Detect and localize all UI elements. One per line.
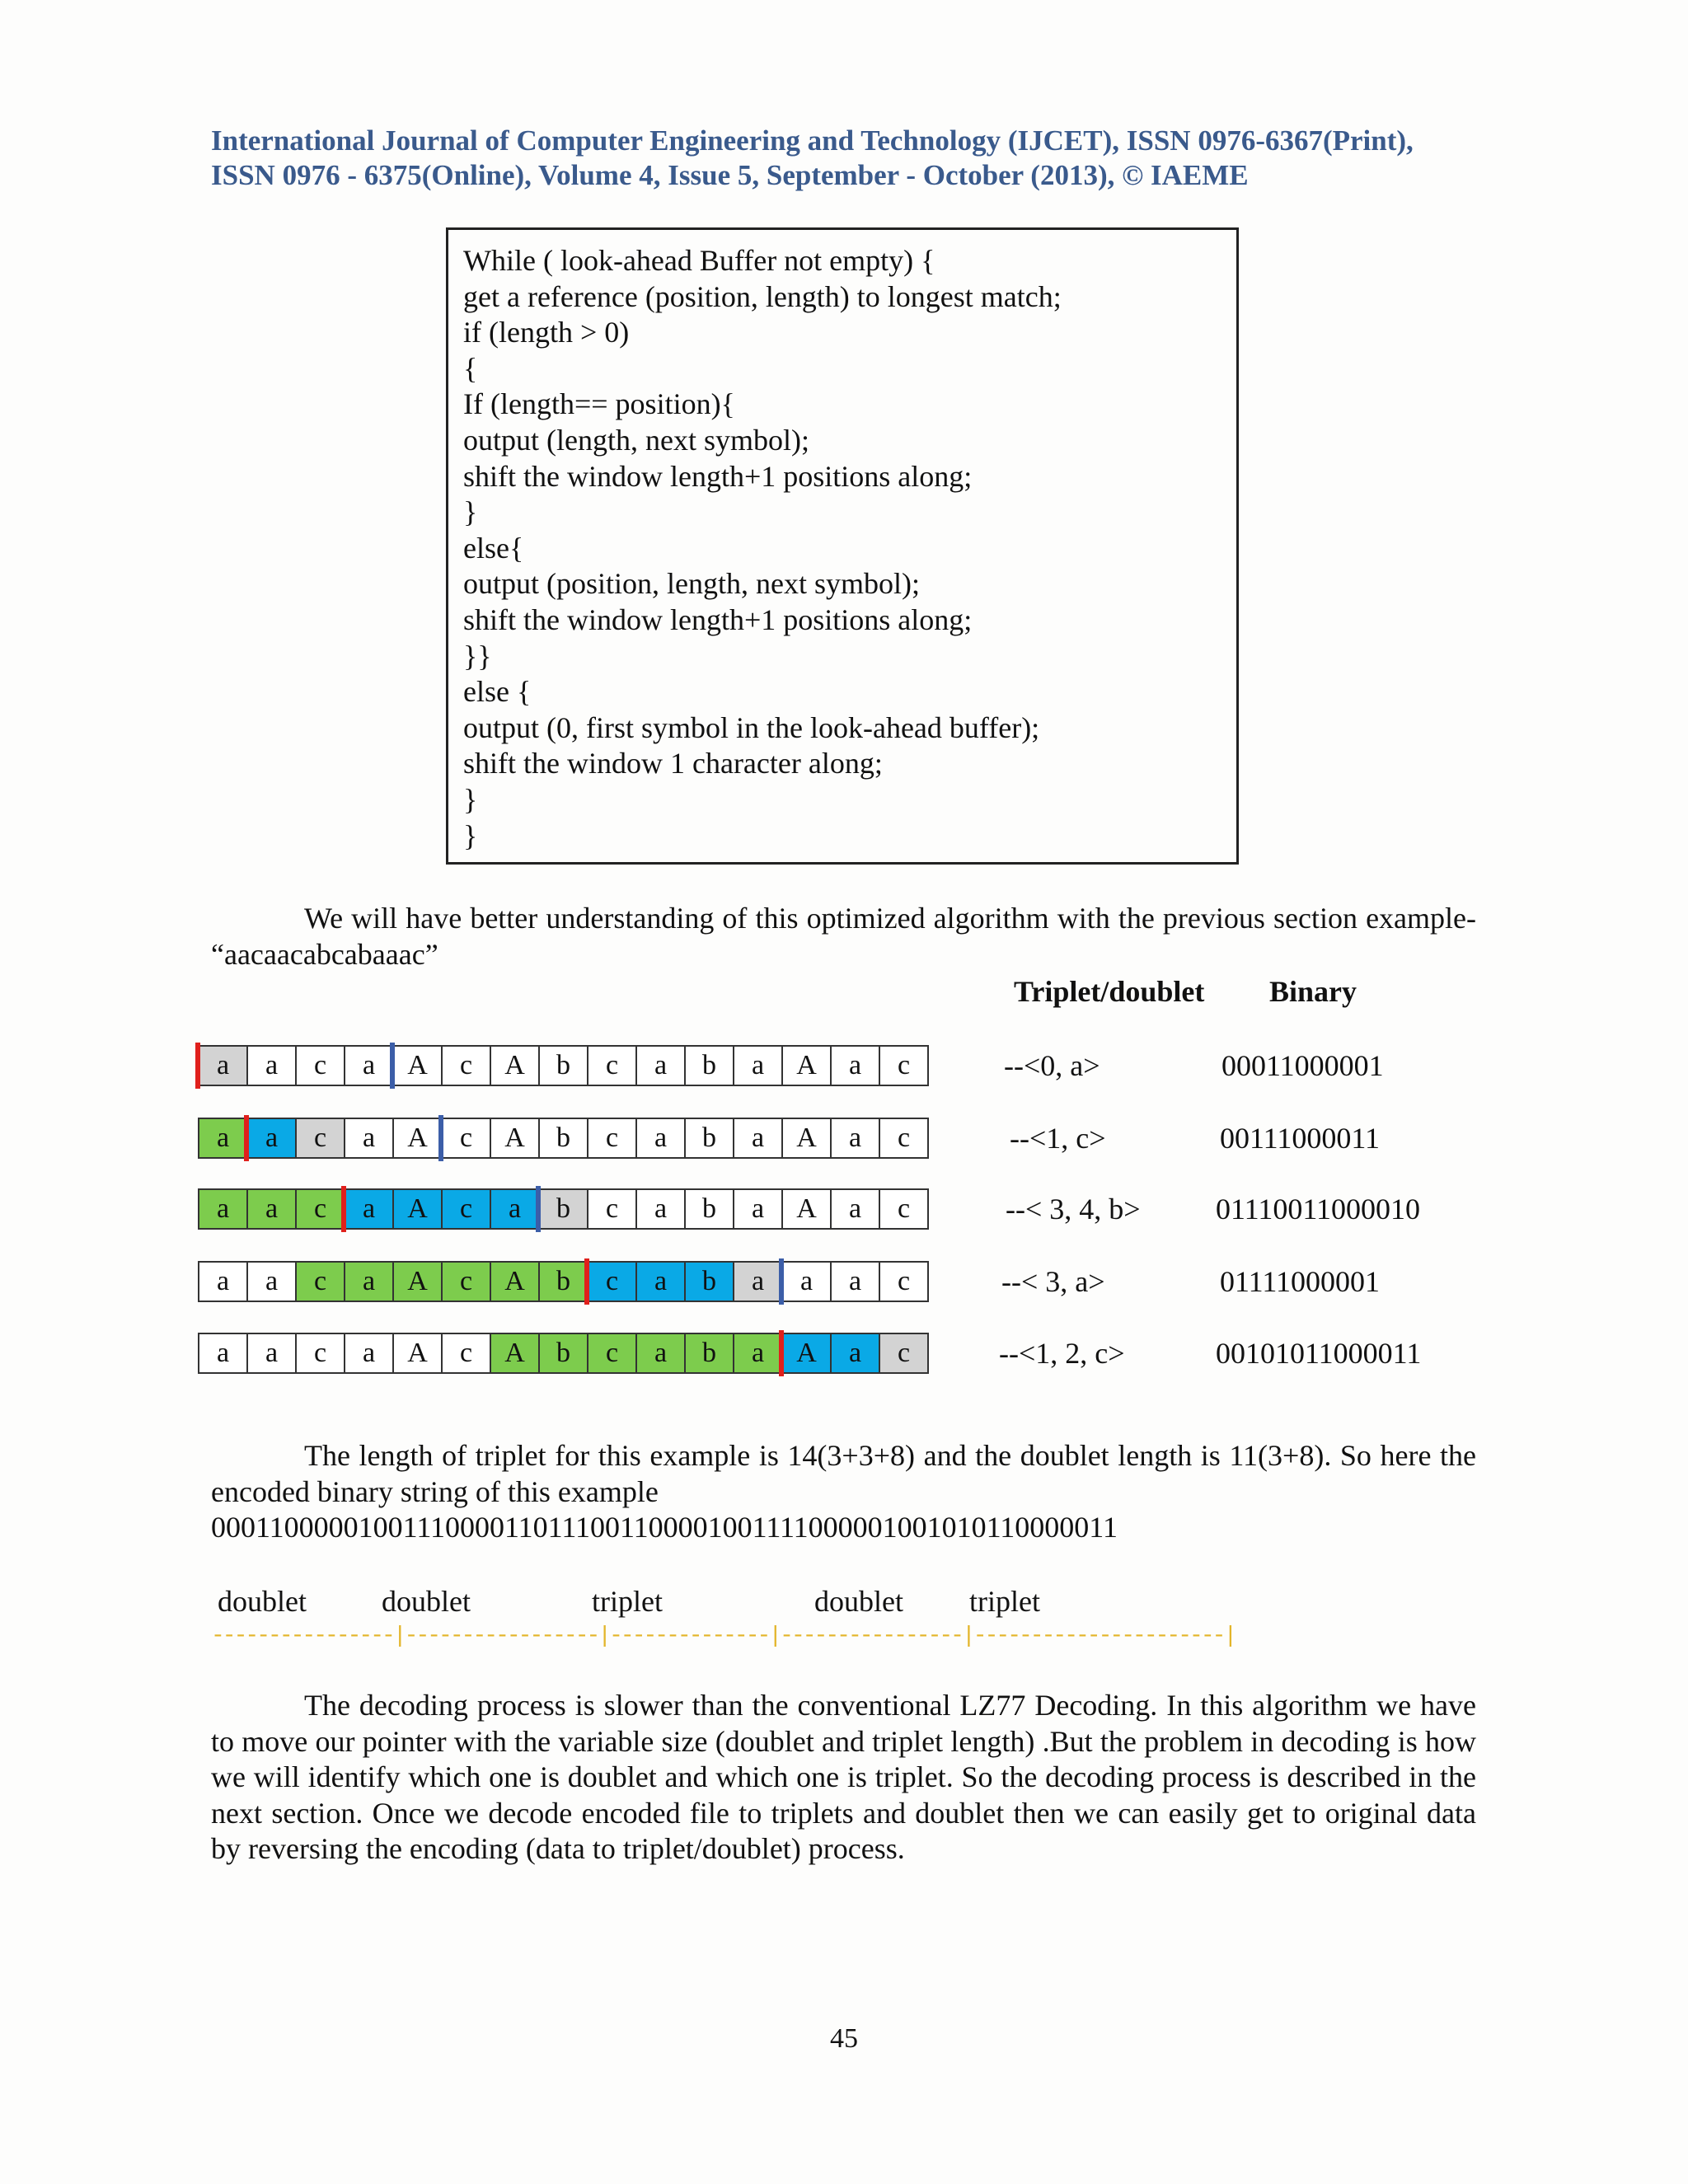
binary-output: 01111000001 bbox=[1220, 1265, 1380, 1298]
triplet-doublet-output: --< 3, 4, b> bbox=[1006, 1193, 1141, 1226]
symbol-cell: A bbox=[392, 1118, 443, 1159]
triplet-doublet-output: --<0, a> bbox=[1004, 1049, 1100, 1082]
symbol-cell: a bbox=[733, 1261, 783, 1302]
symbol-cell: b bbox=[538, 1045, 588, 1086]
symbol-cell: c bbox=[879, 1118, 929, 1159]
symbol-cell: a bbox=[344, 1261, 394, 1302]
segment-divider-line: ----------------|-----------------|--------------|----------------|----------------------| bbox=[211, 1624, 1236, 1649]
symbol-cell: a bbox=[246, 1118, 297, 1159]
label-doublet-1: doublet bbox=[218, 1585, 307, 1618]
code-line: If (length== position){ bbox=[463, 387, 735, 421]
symbol-cell: a bbox=[344, 1118, 394, 1159]
symbol-cell: b bbox=[538, 1261, 588, 1302]
symbol-cell: a bbox=[246, 1261, 297, 1302]
window-row bbox=[198, 1118, 929, 1159]
binary-output: 00101011000011 bbox=[1216, 1337, 1422, 1370]
symbol-cell: c bbox=[295, 1333, 345, 1374]
symbol-cell: c bbox=[879, 1261, 929, 1302]
journal-header bbox=[211, 124, 1480, 193]
label-triplet-2: triplet bbox=[969, 1585, 1040, 1618]
symbol-cell: c bbox=[879, 1188, 929, 1230]
column-header-triplet: Triplet/doublet bbox=[1014, 975, 1205, 1008]
symbol-cell: a bbox=[344, 1333, 394, 1374]
binary-output: 00011000001 bbox=[1221, 1049, 1384, 1082]
symbol-cell: A bbox=[781, 1118, 832, 1159]
symbol-cell: A bbox=[781, 1188, 832, 1230]
symbol-cell: A bbox=[781, 1333, 832, 1374]
code-line: } bbox=[463, 782, 478, 816]
symbol-cell: a bbox=[733, 1188, 783, 1230]
label-doublet-3: doublet bbox=[814, 1585, 903, 1618]
decoding-paragraph bbox=[211, 1688, 1476, 1868]
code-line: }} bbox=[463, 639, 492, 673]
symbol-cell: c bbox=[295, 1118, 345, 1159]
symbol-cell: c bbox=[587, 1118, 637, 1159]
symbol-cell: a bbox=[246, 1188, 297, 1230]
symbol-cell: b bbox=[684, 1261, 734, 1302]
symbol-cell: b bbox=[684, 1333, 734, 1374]
intro-paragraph bbox=[211, 901, 1476, 972]
header-line-2: ISSN 0976 - 6375(Online), Volume 4, Issue 5, September - October (2013), © IAEME bbox=[211, 159, 1249, 191]
code-line: if (length > 0) bbox=[463, 316, 630, 349]
window-start-marker bbox=[779, 1330, 784, 1376]
symbol-cell: b bbox=[538, 1188, 588, 1230]
symbol-cell: b bbox=[684, 1188, 734, 1230]
binary-output: 00111000011 bbox=[1220, 1122, 1380, 1155]
symbol-cell: c bbox=[587, 1188, 637, 1230]
symbol-cell: b bbox=[538, 1333, 588, 1374]
code-line: shift the window length+1 positions along; bbox=[463, 602, 973, 636]
binary-string: 00011000001001110000110111001100001001111000001001010110000011 bbox=[211, 1511, 1118, 1544]
code-line: else { bbox=[463, 675, 532, 709]
window-start-marker bbox=[584, 1258, 589, 1305]
symbol-cell: a bbox=[733, 1045, 783, 1086]
triplet-doublet-output: --< 3, a> bbox=[1001, 1265, 1105, 1298]
buffer-boundary-marker bbox=[390, 1043, 395, 1089]
header-line-1: International Journal of Computer Engineering and Technology (IJCET), ISSN 0976-6367(Print), bbox=[211, 124, 1414, 157]
symbol-cell: c bbox=[587, 1045, 637, 1086]
symbol-cell: A bbox=[490, 1261, 540, 1302]
code-line: output (position, length, next symbol); bbox=[463, 567, 920, 601]
symbol-cell: b bbox=[538, 1118, 588, 1159]
length-paragraph bbox=[211, 1438, 1476, 1510]
pseudocode-box bbox=[446, 227, 1239, 865]
symbol-cell: a bbox=[198, 1333, 248, 1374]
triplet-doublet-output: --<1, c> bbox=[1010, 1122, 1106, 1155]
symbol-cell: a bbox=[490, 1188, 540, 1230]
buffer-boundary-marker bbox=[779, 1258, 784, 1305]
code-line: While ( look-ahead Buffer not empty) { bbox=[463, 244, 935, 277]
length-text: The length of triplet for this example is 14(3+3+8) and the doublet length is 11(3+8). So here the encoded binary string of this example bbox=[211, 1439, 1476, 1508]
symbol-cell: c bbox=[441, 1333, 491, 1374]
symbol-cell: a bbox=[733, 1333, 783, 1374]
symbol-cell: c bbox=[441, 1261, 491, 1302]
code-line: { bbox=[463, 351, 478, 385]
window-start-marker bbox=[244, 1115, 249, 1161]
symbol-cell: A bbox=[392, 1333, 443, 1374]
symbol-cell: A bbox=[490, 1333, 540, 1374]
symbol-cell: a bbox=[830, 1045, 880, 1086]
symbol-cell: a bbox=[635, 1333, 686, 1374]
symbol-cell: a bbox=[246, 1333, 297, 1374]
code-line: shift the window 1 character along; bbox=[463, 747, 883, 780]
symbol-cell: c bbox=[441, 1118, 491, 1159]
window-row bbox=[198, 1045, 929, 1086]
code-line: get a reference (position, length) to longest match; bbox=[463, 279, 1062, 313]
symbol-cell: c bbox=[441, 1045, 491, 1086]
symbol-cell: c bbox=[295, 1261, 345, 1302]
window-row bbox=[198, 1188, 929, 1230]
window-start-marker bbox=[195, 1043, 200, 1089]
code-line: shift the window length+1 positions along; bbox=[463, 459, 973, 493]
symbol-cell: a bbox=[830, 1188, 880, 1230]
code-line: } bbox=[463, 495, 478, 529]
symbol-cell: a bbox=[198, 1118, 248, 1159]
symbol-cell: A bbox=[392, 1188, 443, 1230]
symbol-cell: c bbox=[587, 1333, 637, 1374]
buffer-boundary-marker bbox=[438, 1115, 443, 1161]
symbol-cell: A bbox=[392, 1261, 443, 1302]
symbol-cell: a bbox=[344, 1045, 394, 1086]
page-number: 45 bbox=[830, 2023, 858, 2054]
label-triplet-1: triplet bbox=[592, 1585, 663, 1618]
symbol-cell: A bbox=[490, 1045, 540, 1086]
code-line: else{ bbox=[463, 531, 524, 565]
symbol-cell: a bbox=[198, 1188, 248, 1230]
symbol-cell: a bbox=[635, 1188, 686, 1230]
buffer-boundary-marker bbox=[536, 1186, 541, 1232]
symbol-cell: a bbox=[635, 1118, 686, 1159]
symbol-cell: A bbox=[781, 1045, 832, 1086]
window-row bbox=[198, 1261, 929, 1302]
label-doublet-2: doublet bbox=[382, 1585, 471, 1618]
triplet-doublet-output: --<1, 2, c> bbox=[999, 1337, 1125, 1370]
symbol-cell: c bbox=[879, 1045, 929, 1086]
symbol-cell: a bbox=[830, 1333, 880, 1374]
symbol-cell: a bbox=[198, 1045, 248, 1086]
symbol-cell: a bbox=[198, 1261, 248, 1302]
intro-text: We will have better understanding of this optimized algorithm with the previous section example- “aacaacabcabaaac” bbox=[211, 902, 1476, 971]
window-start-marker bbox=[341, 1186, 346, 1232]
symbol-cell: a bbox=[635, 1045, 686, 1086]
symbol-cell: A bbox=[490, 1118, 540, 1159]
code-line: output (0, first symbol in the look-ahead buffer); bbox=[463, 710, 1040, 744]
window-row bbox=[198, 1333, 929, 1374]
symbol-cell: A bbox=[392, 1045, 443, 1086]
symbol-cell: b bbox=[684, 1045, 734, 1086]
column-header-binary: Binary bbox=[1269, 975, 1357, 1008]
symbol-cell: c bbox=[295, 1045, 345, 1086]
symbol-cell: a bbox=[781, 1261, 832, 1302]
symbol-cell: a bbox=[344, 1188, 394, 1230]
symbol-cell: b bbox=[684, 1118, 734, 1159]
symbol-cell: c bbox=[295, 1188, 345, 1230]
symbol-cell: a bbox=[246, 1045, 297, 1086]
symbol-cell: a bbox=[830, 1261, 880, 1302]
symbol-cell: a bbox=[635, 1261, 686, 1302]
symbol-cell: a bbox=[830, 1118, 880, 1159]
symbol-cell: c bbox=[879, 1333, 929, 1374]
symbol-cell: a bbox=[733, 1118, 783, 1159]
symbol-cell: c bbox=[587, 1261, 637, 1302]
code-line: output (length, next symbol); bbox=[463, 423, 809, 457]
decoding-text: The decoding process is slower than the conventional LZ77 Decoding. In this algorithm we have to move our pointer with the variable size (doublet and triplet length) .But the problem in decoding is how we will identify which one is doublet and which one is triplet. So the decoding process is described in the next section. Once we decode encoded file to triplets and doublet then we can easily get to original data by reversing the encoding (data to triplet/doublet) process. bbox=[211, 1689, 1476, 1865]
binary-output: 01110011000010 bbox=[1216, 1193, 1420, 1226]
code-line: } bbox=[463, 818, 478, 852]
symbol-cell: c bbox=[441, 1188, 491, 1230]
